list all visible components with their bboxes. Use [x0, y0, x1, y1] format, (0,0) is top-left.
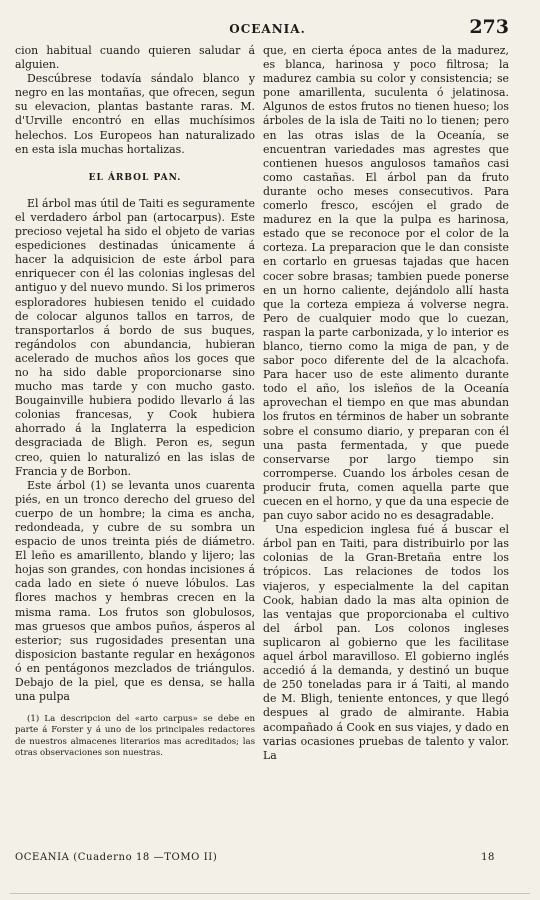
page-number: 273: [469, 16, 509, 38]
signature-mark: 18: [481, 852, 495, 863]
paragraph: Este árbol (1) se levanta unos cuarenta piés, en un tronco derecho del grueso del cuerpo de un hombre; la cima es ancha, redondeada, y cubre de su sombra un espacio de unos treinta piés de diámetro. El leño es amarillento, blando y lijero; las hojas son grandes, con hondas incisiones á cada lado en siete ó nueve lóbulos. Las flores machos y hembras crecen en la misma rama. Los frutos son globulosos, mas gruesos que ambos puños, ásperos al esterior; sus rugosidades presentan una disposicion bastante regular en hexágonos ó en pentágonos mezclados de triángulos. Debajo de la piel, que es densa, se halla una pulpa: [15, 478, 255, 704]
paragraph: que, en cierta época antes de la madurez, es blanca, harinosa y poco filtrosa; la madurez cambia su color y consistencia; se pone amarillenta, suculenta ó jelatinosa. Algunos de estos frutos no tienen hueso; los árboles de la isla de Taiti no lo tienen; pero en las otras islas de la Oceanía, se encuentran variedades mas agrestes que contienen huesos angulosos tamaños casi como castañas. El árbol pan da fruto durante ocho meses consecutivos. Para comerlo fresco, escójen el grado de madurez en la que la pulpa es harinosa, estado que se reconoce por el color de la corteza. La preparacion que le dan consiste en cortarlo en gruesas tajadas que hacen cocer sobre brasas; tambien puede ponerse en un horno caliente, dejándolo allí hasta que la corteza empieza á volverse negra. Pero de cualquier modo que lo cuezan, raspan la parte carbonizada, y lo interior es blanco, tierno como la miga de pan, y de sabor poco diferente del de la alcachofa. Para hacer uso de este alimento durante todo el año, los isleños de la Oceanía aprovechan el tiempo en que mas abundan los frutos en términos de haber un sobrante sobre el consumo diario, y preparan con él una pasta fermentada, y que puede conservarse por largo tiempo sin corromperse. Cuando los árboles cesan de producir fruta, comen aquella parte que cuecen en el horno, y que da una especie de pan cuyo sabor acido no es desagradable.: [263, 44, 509, 523]
right-column: [263, 44, 509, 763]
section-title: EL ÁRBOL PAN.: [88, 172, 182, 183]
scan-edge-line: [10, 893, 530, 894]
footnote: [15, 714, 255, 759]
paragraph: El árbol mas útil de Taiti es seguramente el verdadero árbol pan (artocarpus). Este precioso vejetal ha sido el objeto de varias espediciones destinadas únicamente á hacer la adquisicion de este árbol para enriquecer con él las colonias inglesas del antiguo y del nuevo mundo. Si los primeros esploradores hubiesen tenido el cuidado de colocar algunos tallos en tarros, de transportarlos á bordo de sus buques, regándolos con abundancia, hubieran acelerado de muchos años los goces que no ha sido dable proporcionarse sino mucho mas tarde y con mucho gasto. Bougainville hubiera podido llevarlo á las colonias francesas, y Cook hubiera ahorrado á la Inglaterra la espedicion desgraciada de Bligh. Peron es, segun creo, quien lo naturalizó en las islas de Francia y de Borbon.: [15, 196, 255, 478]
footer-imprint: OCEANIA (Cuaderno 18 —TOMO II): [15, 852, 218, 863]
running-title: OCEANIA.: [229, 22, 306, 36]
paragraph: Una espedicion inglesa fué á buscar el árbol pan en Taiti, para distribuirlo por las colonias de la Gran-Bretaña entre los trópicos. Las relaciones de todos los viajeros, y especialmente la del capitan Cook, habian dado la mas alta opinion de las ventajas que proporcionaba el cultivo del árbol pan. Los colonos ingleses suplicaron al gobierno que les facilitase aquel árbol maravilloso. El gobierno inglés accedió á la demanda, y destinó un buque de 250 toneladas para ir á Taiti, al mando de M. Bligh, teniente entonces, y que llegó despues al grado de almirante. Habia acompañado á Cook en sus viajes, y dado en varias ocasiones pruebas de talento y valor. La: [263, 523, 509, 762]
page-footer: [15, 852, 495, 863]
paragraph: cion habitual cuando quieren saludar á alguien.: [15, 44, 255, 72]
paragraph: Descúbrese todavía sándalo blanco y negro en las montañas, que ofrecen, segun su elevacion, plantas bastante raras. M. d'Urville encontró en ellas muchísimos helechos. Los Europeos han naturalizado en esta isla muchas hortalizas.: [15, 72, 255, 156]
page-header: [20, 10, 515, 44]
footnote-text: (1) La descripcion del «arto carpus» se debe en parte á Forster y á uno de los principales redactores de nuestros almacenes literarios mas acreditados; las otras observaciones son nuestras.: [15, 714, 255, 758]
left-column: [15, 44, 255, 759]
